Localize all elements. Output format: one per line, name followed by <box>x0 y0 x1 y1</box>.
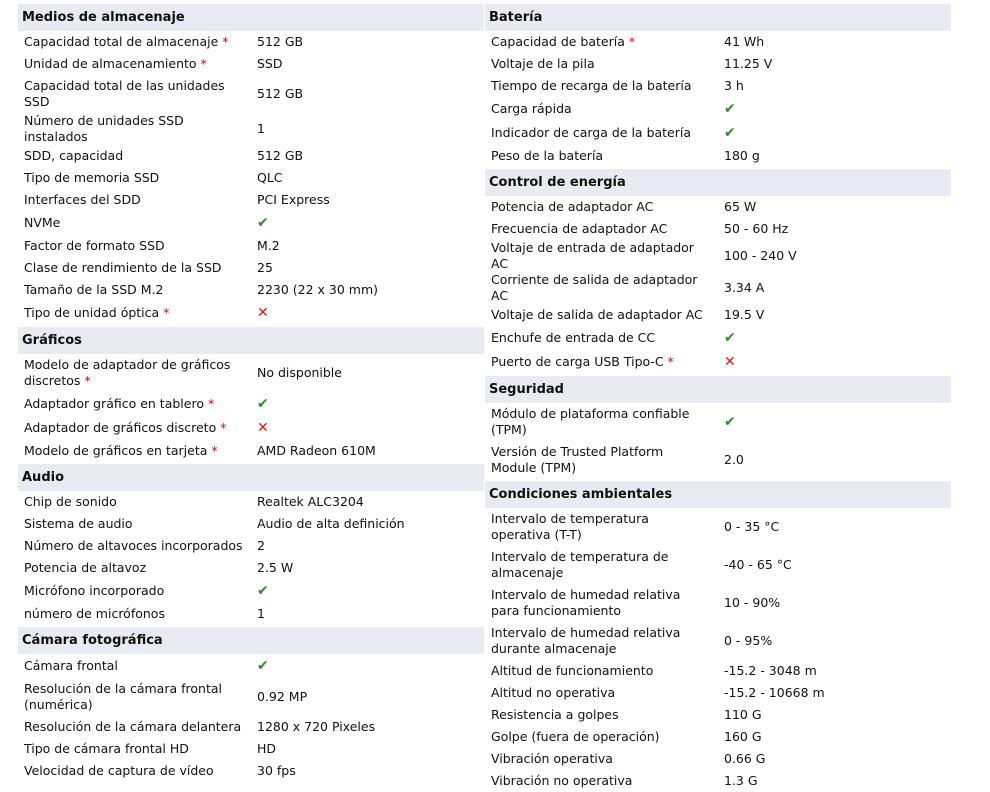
spec-label-cell <box>485 660 718 682</box>
spec-row <box>485 508 951 546</box>
spec-label-cell <box>485 622 718 660</box>
spec-value-cell <box>251 235 484 257</box>
spec-row <box>18 301 484 325</box>
spec-value: 25 <box>257 260 273 275</box>
spec-value: 2 <box>257 538 265 553</box>
spec-value: 0 - 95% <box>724 633 773 648</box>
spec-label-cell <box>18 31 251 53</box>
spec-label-cell <box>18 53 251 75</box>
cross-icon: ✕ <box>724 354 736 370</box>
spec-label: número de micrófonos <box>24 606 165 621</box>
spec-label-cell <box>18 716 251 738</box>
section-heading: Audio <box>18 464 484 491</box>
spec-label-cell <box>18 75 251 113</box>
spec-label-cell <box>18 738 251 760</box>
spec-value: 2230 (22 x 30 mm) <box>257 282 379 297</box>
section-bateria <box>485 4 951 167</box>
spec-label: Resistencia a golpes <box>491 707 619 722</box>
spec-value: 1.3 G <box>724 773 758 788</box>
spec-label-cell <box>485 726 718 748</box>
spec-value-cell <box>251 440 484 462</box>
spec-value-cell <box>251 53 484 75</box>
spec-label: Chip de sonido <box>24 494 117 509</box>
spec-row <box>18 189 484 211</box>
spec-label-cell <box>18 416 251 440</box>
spec-row <box>485 748 951 770</box>
required-asterisk: * <box>200 56 207 71</box>
spec-value-cell <box>251 75 484 113</box>
spec-label: Voltaje de entrada de adaptador AC <box>491 240 694 271</box>
spec-row <box>485 704 951 726</box>
spec-row <box>485 350 951 374</box>
spec-value-cell <box>718 326 951 350</box>
spec-row <box>485 682 951 704</box>
spec-value: M.2 <box>257 238 280 253</box>
spec-value-cell <box>718 31 951 53</box>
spec-value-cell <box>251 491 484 513</box>
spec-value-cell <box>251 392 484 416</box>
spec-value-cell <box>251 279 484 301</box>
spec-label: Intervalo de temperatura de almacenaje <box>491 549 669 580</box>
spec-label: Potencia de adaptador AC <box>491 199 654 214</box>
spec-label: Micrófono incorporado <box>24 583 165 598</box>
spec-row <box>485 326 951 350</box>
spec-row <box>18 31 484 53</box>
spec-value-cell <box>251 579 484 603</box>
spec-label: Tipo de cámara frontal HD <box>24 741 189 756</box>
spec-value-cell <box>718 240 951 272</box>
spec-table <box>485 403 951 479</box>
spec-value: -15.2 - 3048 m <box>724 663 817 678</box>
spec-row <box>18 257 484 279</box>
section-heading: Batería <box>485 4 951 31</box>
spec-label-cell <box>18 579 251 603</box>
right-spec-column <box>485 4 951 792</box>
spec-value: QLC <box>257 170 283 185</box>
spec-value-cell <box>251 354 484 392</box>
check-icon: ✔ <box>724 101 736 117</box>
spec-row <box>18 53 484 75</box>
check-icon: ✔ <box>257 583 269 599</box>
spec-value: SSD <box>257 56 283 71</box>
spec-row <box>18 354 484 392</box>
spec-value-cell <box>251 678 484 716</box>
spec-label-cell <box>18 678 251 716</box>
spec-row <box>18 235 484 257</box>
spec-label-cell <box>18 167 251 189</box>
required-asterisk: * <box>628 34 636 49</box>
spec-value-cell <box>251 211 484 235</box>
spec-label: Resolución de la cámara delantera <box>24 719 242 734</box>
spec-label-cell <box>485 218 718 240</box>
spec-label: Módulo de plataforma confiable (TPM) <box>491 406 690 437</box>
spec-label: Tipo de unidad óptica <box>24 305 160 320</box>
spec-label: NVMe <box>24 215 61 230</box>
spec-row <box>18 75 484 113</box>
spec-label: Tiempo de recarga de la batería <box>491 78 692 93</box>
spec-row <box>485 622 951 660</box>
spec-value: 2.0 <box>724 452 744 467</box>
spec-label-cell <box>18 557 251 579</box>
spec-value-cell <box>718 403 951 441</box>
required-asterisk: * <box>667 354 674 369</box>
spec-label: Potencia de altavoz <box>24 560 147 575</box>
spec-label: Adaptador de gráficos discreto <box>24 420 217 435</box>
spec-value-cell <box>251 31 484 53</box>
section-heading: Gráficos <box>18 327 484 354</box>
spec-table <box>18 491 484 625</box>
spec-label-cell <box>485 196 718 218</box>
spec-value-cell <box>718 304 951 326</box>
spec-label: Capacidad total de almacenaje <box>24 34 219 49</box>
spec-value: Realtek ALC3204 <box>257 494 364 509</box>
spec-value-cell <box>718 196 951 218</box>
spec-label-cell <box>18 392 251 416</box>
spec-row <box>485 660 951 682</box>
spec-row <box>485 97 951 121</box>
spec-value-cell <box>251 167 484 189</box>
spec-label-cell <box>18 654 251 678</box>
spec-label-cell <box>18 354 251 392</box>
spec-label: Tamaño de la SSD M.2 <box>24 282 164 297</box>
spec-label-cell <box>18 513 251 535</box>
spec-label: Velocidad de captura de vídeo <box>24 763 214 778</box>
spec-label-cell <box>18 301 251 325</box>
spec-row <box>485 272 951 304</box>
spec-row <box>485 145 951 167</box>
spec-label-cell <box>485 121 718 145</box>
spec-value: 10 - 90% <box>724 595 781 610</box>
spec-table <box>18 354 484 462</box>
check-icon: ✔ <box>257 396 269 412</box>
spec-row <box>18 113 484 145</box>
spec-label: Cámara frontal <box>24 658 118 673</box>
spec-table <box>18 31 484 325</box>
spec-label: Unidad de almacenamiento <box>24 56 197 71</box>
spec-value-cell <box>251 557 484 579</box>
spec-value: 50 - 60 Hz <box>724 221 789 236</box>
section-medios-de-almacenaje <box>18 4 484 325</box>
spec-label-cell <box>485 53 718 75</box>
spec-label-cell <box>18 189 251 211</box>
spec-label-cell <box>18 760 251 782</box>
spec-row <box>485 726 951 748</box>
spec-value-cell <box>251 654 484 678</box>
spec-value-cell <box>718 622 951 660</box>
spec-label: Peso de la batería <box>491 148 604 163</box>
spec-row <box>18 654 484 678</box>
spec-row <box>18 279 484 301</box>
spec-label: Tipo de memoria SSD <box>24 170 160 185</box>
spec-value-cell <box>251 189 484 211</box>
required-asterisk: * <box>207 396 215 411</box>
spec-value: 0 - 35 °C <box>724 519 780 534</box>
spec-value-cell <box>251 257 484 279</box>
spec-label-cell <box>485 584 718 622</box>
spec-label-cell <box>485 441 718 479</box>
spec-value: 512 GB <box>257 34 304 49</box>
spec-label: Interfaces del SDD <box>24 192 141 207</box>
spec-label-cell <box>485 770 718 792</box>
spec-value: 3.34 A <box>724 280 765 295</box>
section-heading: Medios de almacenaje <box>18 4 484 31</box>
spec-label: Número de altavoces incorporados <box>24 538 243 553</box>
spec-label-cell <box>485 326 718 350</box>
spec-row <box>18 211 484 235</box>
spec-value: 1 <box>257 606 265 621</box>
spec-value: 180 g <box>724 148 760 163</box>
spec-value-cell <box>718 53 951 75</box>
required-asterisk: * <box>222 34 229 49</box>
spec-value: HD <box>257 741 277 756</box>
spec-value: 110 G <box>724 707 762 722</box>
spec-label: Sistema de audio <box>24 516 133 531</box>
required-asterisk: * <box>163 305 170 320</box>
spec-label-cell <box>485 97 718 121</box>
spec-value: PCI Express <box>257 192 330 207</box>
cross-icon: ✕ <box>257 305 269 321</box>
spec-value: 2.5 W <box>257 560 294 575</box>
spec-label-cell <box>18 279 251 301</box>
spec-row <box>485 403 951 441</box>
spec-row <box>18 603 484 625</box>
spec-label: Frecuencia de adaptador AC <box>491 221 668 236</box>
spec-row <box>18 579 484 603</box>
spec-row <box>485 196 951 218</box>
spec-value-cell <box>251 513 484 535</box>
spec-value: 1280 x 720 Pixeles <box>257 719 376 734</box>
spec-value: 3 h <box>724 78 744 93</box>
spec-label: Adaptador gráfico en tablero <box>24 396 204 411</box>
spec-label-cell <box>485 75 718 97</box>
spec-value-cell <box>251 145 484 167</box>
check-icon: ✔ <box>724 330 736 346</box>
check-icon: ✔ <box>724 414 736 430</box>
spec-label: Modelo de adaptador de gráficos discretos <box>24 357 231 388</box>
spec-value-cell <box>718 726 951 748</box>
spec-value: No disponible <box>257 365 342 380</box>
spec-label-cell <box>18 211 251 235</box>
spec-label-cell <box>485 546 718 584</box>
spec-row <box>485 53 951 75</box>
section-graficos <box>18 327 484 462</box>
required-asterisk: * <box>84 373 91 388</box>
spec-label: SDD, capacidad <box>24 148 124 163</box>
spec-row <box>485 240 951 272</box>
section-audio <box>18 464 484 625</box>
spec-row <box>18 416 484 440</box>
spec-label: Número de unidades SSD instalados <box>24 113 184 144</box>
spec-value-cell <box>251 603 484 625</box>
spec-label: Golpe (fuera de operación) <box>491 729 660 744</box>
spec-label: Resolución de la cámara frontal (numérica) <box>24 681 222 712</box>
spec-value-cell <box>251 416 484 440</box>
spec-label-cell <box>485 350 718 374</box>
spec-label-cell <box>485 240 718 272</box>
check-icon: ✔ <box>724 125 736 141</box>
spec-value: 1 <box>257 121 265 136</box>
spec-value: -15.2 - 10668 m <box>724 685 825 700</box>
section-control-de-energia <box>485 169 951 374</box>
spec-value: 512 GB <box>257 86 304 101</box>
section-heading: Seguridad <box>485 376 951 403</box>
check-icon: ✔ <box>257 658 269 674</box>
spec-value-cell <box>718 584 951 622</box>
spec-row <box>485 218 951 240</box>
left-spec-column <box>18 4 484 782</box>
required-asterisk: * <box>211 443 218 458</box>
spec-value-cell <box>718 748 951 770</box>
spec-label: Voltaje de la pila <box>491 56 595 71</box>
spec-label: Vibración no operativa <box>491 773 633 788</box>
spec-label-cell <box>18 235 251 257</box>
spec-label-cell <box>485 403 718 441</box>
spec-label-cell <box>485 145 718 167</box>
spec-row <box>485 121 951 145</box>
spec-label: Factor de formato SSD <box>24 238 165 253</box>
spec-row <box>18 557 484 579</box>
spec-value: 41 Wh <box>724 34 765 49</box>
spec-row <box>485 75 951 97</box>
section-heading: Cámara fotográfica <box>18 627 484 654</box>
spec-value-cell <box>718 704 951 726</box>
spec-value-cell <box>718 508 951 546</box>
spec-value-cell <box>718 441 951 479</box>
spec-label-cell <box>485 272 718 304</box>
spec-value: 0.66 G <box>724 751 766 766</box>
spec-label-cell <box>485 31 718 53</box>
spec-value-cell <box>718 218 951 240</box>
spec-value: AMD Radeon 610M <box>257 443 376 458</box>
section-heading: Condiciones ambientales <box>485 481 951 508</box>
spec-label-cell <box>485 704 718 726</box>
spec-label-cell <box>485 304 718 326</box>
section-heading: Control de energía <box>485 169 951 196</box>
spec-value: 100 - 240 V <box>724 248 797 263</box>
spec-value: 160 G <box>724 729 762 744</box>
spec-row <box>485 441 951 479</box>
spec-label: Capacidad total de las unidades SSD <box>24 78 225 109</box>
spec-label-cell <box>485 508 718 546</box>
spec-value-cell <box>718 682 951 704</box>
spec-value-cell <box>251 301 484 325</box>
spec-value: -40 - 65 °C <box>724 557 792 572</box>
spec-row <box>485 546 951 584</box>
spec-label-cell <box>18 113 251 145</box>
spec-label: Intervalo de humedad relativa para funcionamiento <box>491 587 681 618</box>
required-asterisk: * <box>220 420 227 435</box>
spec-row <box>18 678 484 716</box>
spec-label: Altitud de funcionamiento <box>491 663 654 678</box>
spec-label: Enchufe de entrada de CC <box>491 330 656 345</box>
spec-row <box>18 760 484 782</box>
spec-label: Capacidad de batería <box>491 34 625 49</box>
spec-value-cell <box>718 770 951 792</box>
spec-row <box>485 304 951 326</box>
spec-row <box>485 31 951 53</box>
spec-label-cell <box>18 535 251 557</box>
spec-value-cell <box>718 145 951 167</box>
spec-label: Puerto de carga USB Tipo-C <box>491 354 664 369</box>
spec-value: 65 W <box>724 199 757 214</box>
spec-row <box>18 716 484 738</box>
spec-value-cell <box>718 272 951 304</box>
spec-label-cell <box>485 682 718 704</box>
spec-value-cell <box>718 350 951 374</box>
spec-value-cell <box>718 660 951 682</box>
spec-row <box>18 392 484 416</box>
spec-label: Clase de rendimiento de la SSD <box>24 260 222 275</box>
spec-label: Versión de Trusted Platform Module (TPM) <box>491 444 664 475</box>
spec-row <box>18 535 484 557</box>
spec-value: 11.25 V <box>724 56 773 71</box>
spec-value-cell <box>718 97 951 121</box>
spec-row <box>18 440 484 462</box>
spec-label-cell <box>18 257 251 279</box>
spec-value-cell <box>251 535 484 557</box>
section-seguridad <box>485 376 951 479</box>
spec-label: Carga rápida <box>491 101 572 116</box>
spec-value-cell <box>251 760 484 782</box>
spec-label-cell <box>18 603 251 625</box>
check-icon: ✔ <box>257 215 269 231</box>
spec-row <box>485 584 951 622</box>
spec-value: Audio de alta definición <box>257 516 405 531</box>
spec-label: Voltaje de salida de adaptador AC <box>491 307 703 322</box>
spec-row <box>18 738 484 760</box>
spec-row <box>18 145 484 167</box>
spec-table <box>485 196 951 374</box>
spec-value-cell <box>718 75 951 97</box>
spec-value: 19.5 V <box>724 307 765 322</box>
cross-icon: ✕ <box>257 420 269 436</box>
section-camara-fotografica <box>18 627 484 782</box>
spec-label-cell <box>485 748 718 770</box>
spec-label: Vibración operativa <box>491 751 613 766</box>
spec-label-cell <box>18 145 251 167</box>
spec-value: 0.92 MP <box>257 689 308 704</box>
spec-value-cell <box>718 121 951 145</box>
spec-value-cell <box>718 546 951 584</box>
spec-value-cell <box>251 738 484 760</box>
spec-label-cell <box>18 491 251 513</box>
section-condiciones-ambientales <box>485 481 951 792</box>
spec-table <box>18 654 484 782</box>
spec-row <box>485 770 951 792</box>
spec-table <box>485 31 951 167</box>
spec-table <box>485 508 951 792</box>
spec-value-cell <box>251 113 484 145</box>
spec-label: Intervalo de temperatura operativa (T-T) <box>491 511 649 542</box>
spec-row <box>18 167 484 189</box>
spec-value-cell <box>251 716 484 738</box>
spec-row <box>18 491 484 513</box>
spec-label: Intervalo de humedad relativa durante almacenaje <box>491 625 681 656</box>
spec-label: Modelo de gráficos en tarjeta <box>24 443 208 458</box>
spec-label-cell <box>18 440 251 462</box>
spec-label: Corriente de salida de adaptador AC <box>491 272 698 303</box>
spec-row <box>18 513 484 535</box>
spec-label: Indicador de carga de la batería <box>491 125 692 140</box>
spec-value: 30 fps <box>257 763 296 778</box>
spec-value: 512 GB <box>257 148 304 163</box>
spec-label: Altitud no operativa <box>491 685 616 700</box>
